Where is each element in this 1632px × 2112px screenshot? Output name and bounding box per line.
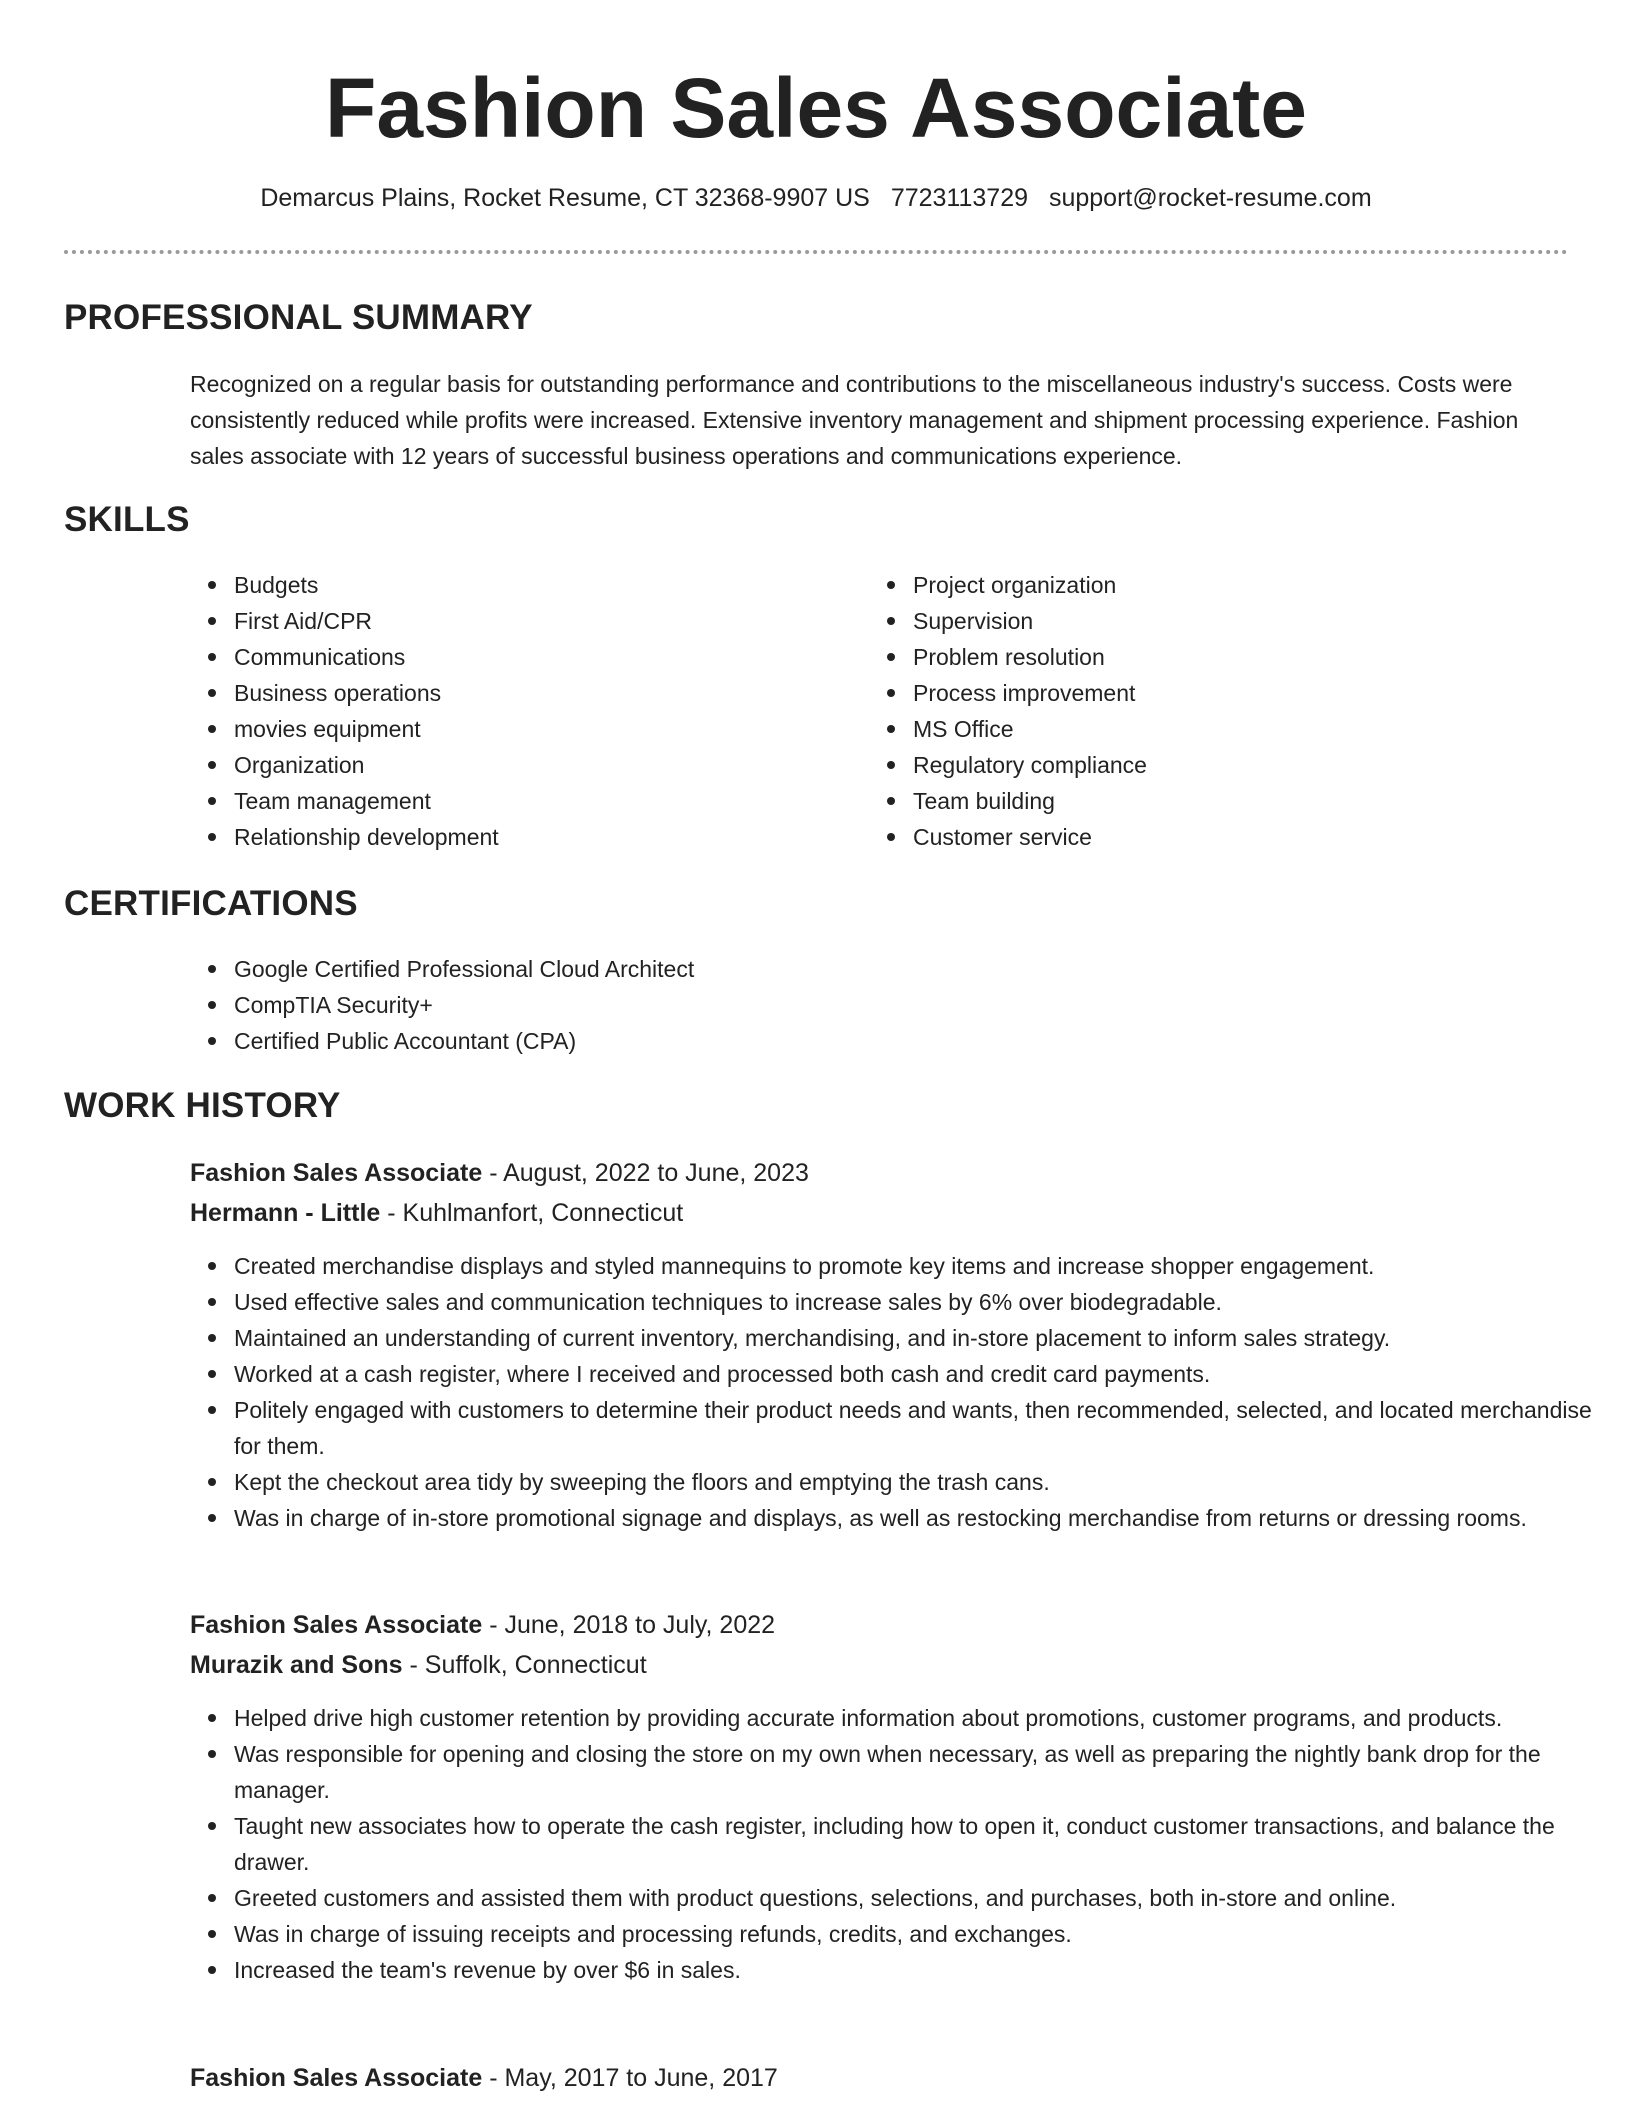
- job-bullet: Used effective sales and communication techniques to increase sales by 6% over biodegradable.: [234, 1284, 1616, 1320]
- candidate-name: Fashion Sales Associate: [325, 61, 1307, 155]
- job-bullet: Was in charge of issuing receipts and processing refunds, credits, and exchanges.: [234, 1916, 1616, 1952]
- job-bullet: Was in charge of in-store promotional signage and displays, as well as restocking merchandise from returns or dressing rooms.: [234, 1500, 1616, 1536]
- job-title: Fashion Sales Associate: [190, 1159, 483, 1187]
- skill-item: Organization: [234, 747, 854, 783]
- job-company: Hermann - Little: [190, 1199, 381, 1227]
- job-bullet: Was responsible for opening and closing the store on my own when necessary, as well as preparing the nightly bank drop for the manager.: [234, 1736, 1616, 1808]
- job-bullets: [190, 1248, 1616, 1536]
- job-location: - Kuhlmanfort, Connecticut: [380, 1199, 684, 1227]
- certification-item: Google Certified Professional Cloud Architect: [234, 951, 1534, 987]
- header-divider: [64, 250, 1568, 254]
- job-bullet: Maintained an understanding of current inventory, merchandising, and in-store placement to inform sales strategy.: [234, 1320, 1616, 1356]
- skill-item: movies equipment: [234, 711, 854, 747]
- job-bullet: Worked at a cash register, where I received and processed both cash and credit card payments.: [234, 1356, 1616, 1392]
- job-location: - Suffolk, Connecticut: [402, 1651, 647, 1679]
- skill-item: Relationship development: [234, 819, 854, 855]
- job-bullet: Helped drive high customer retention by providing accurate information about promotions, customer programs, and products.: [234, 1700, 1616, 1736]
- job-dates: - June, 2018 to July, 2022: [482, 1611, 776, 1639]
- contact-email: support@rocket-resume.com: [1048, 184, 1372, 212]
- job-title-line: [190, 1605, 775, 1645]
- certification-item: Certified Public Accountant (CPA): [234, 1023, 1534, 1059]
- skill-item: Regulatory compliance: [913, 747, 1533, 783]
- job-company-line: [190, 1645, 647, 1685]
- skill-item: Project organization: [913, 567, 1533, 603]
- skill-item: Team building: [913, 783, 1533, 819]
- skill-item: First Aid/CPR: [234, 603, 854, 639]
- summary-text: Recognized on a regular basis for outstanding performance and contributions to the miscellaneous industry's success. Costs were consistently reduced while profits were increased. Extensive inventory management and shipment processing experience. Fashion sales associate with 12 years of successful business operations and communications experience.: [190, 371, 1519, 469]
- skills-list-right: [869, 567, 1533, 855]
- job-dates: - August, 2022 to June, 2023: [482, 1159, 809, 1187]
- work-history-heading: WORK HISTORY: [64, 1086, 341, 1125]
- summary-heading: PROFESSIONAL SUMMARY: [64, 298, 533, 337]
- job-bullet: Increased the team's revenue by over $6 in sales.: [234, 1952, 1616, 1988]
- skill-item: Customer service: [913, 819, 1533, 855]
- job-bullet: Politely engaged with customers to determine their product needs and wants, then recommended, selected, and located merchandise for them.: [234, 1392, 1616, 1464]
- contact-address: Demarcus Plains, Rocket Resume, CT 32368-9907 US: [260, 184, 870, 212]
- contact-phone: 7723113729: [890, 184, 1028, 212]
- job-company: Murazik and Sons: [190, 1651, 403, 1679]
- skill-item: Supervision: [913, 603, 1533, 639]
- job-company-line: [190, 1193, 683, 1233]
- job-title-line: [190, 1153, 809, 1193]
- skill-item: Budgets: [234, 567, 854, 603]
- job-title: Fashion Sales Associate: [190, 1611, 483, 1639]
- skills-list-left: [190, 567, 854, 855]
- skill-item: Communications: [234, 639, 854, 675]
- certifications-list: [190, 951, 1534, 1059]
- skill-item: Team management: [234, 783, 854, 819]
- skill-item: Problem resolution: [913, 639, 1533, 675]
- skill-item: Business operations: [234, 675, 854, 711]
- certifications-heading: CERTIFICATIONS: [64, 884, 358, 923]
- job-title: Fashion Sales Associate: [190, 2064, 483, 2092]
- job-bullet: Created merchandise displays and styled mannequins to promote key items and increase shopper engagement.: [234, 1248, 1616, 1284]
- skills-heading: SKILLS: [64, 500, 190, 539]
- job-title-line: [190, 2058, 778, 2098]
- certification-item: CompTIA Security+: [234, 987, 1534, 1023]
- contact-info: [0, 180, 1632, 216]
- job-bullet: Kept the checkout area tidy by sweeping the floors and emptying the trash cans.: [234, 1464, 1616, 1500]
- job-dates: - May, 2017 to June, 2017: [482, 2064, 778, 2092]
- skill-item: Process improvement: [913, 675, 1533, 711]
- job-bullets: [190, 1700, 1616, 1988]
- skill-item: MS Office: [913, 711, 1533, 747]
- job-bullet: Greeted customers and assisted them with product questions, selections, and purchases, both in-store and online.: [234, 1880, 1616, 1916]
- job-bullet: Taught new associates how to operate the cash register, including how to open it, conduct customer transactions, and balance the drawer.: [234, 1808, 1616, 1880]
